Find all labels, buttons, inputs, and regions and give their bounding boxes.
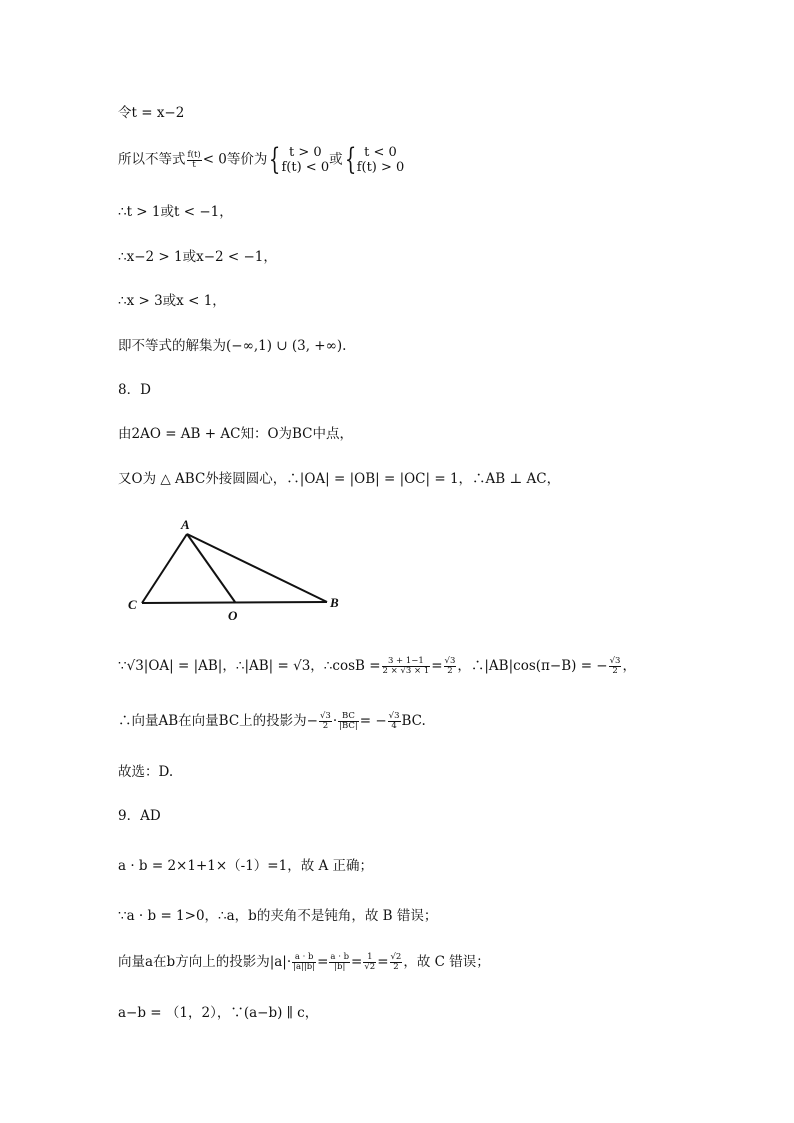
denominator: |a||b| (293, 962, 316, 972)
case-row: f(t) > 0 (356, 160, 405, 175)
fraction (187, 151, 202, 170)
denominator: 2 (322, 721, 329, 731)
line-solution-set: 即不等式的解集为(−∞,1) ∪ (3, +∞). (118, 338, 347, 354)
text: = − (359, 713, 387, 729)
text: = (431, 658, 443, 674)
text: ∵√3|OA| = |AB|，∴|AB| = √3，∴cosB = (118, 658, 381, 674)
text: < 0等价为 (202, 151, 268, 168)
denominator: 2 (612, 666, 618, 676)
left-brace: { (344, 142, 356, 177)
text: 向量a在b方向上的投影为|a|· (118, 954, 292, 970)
numerator: a · b (330, 952, 350, 962)
text: · (332, 713, 338, 729)
denominator: 4 (391, 721, 397, 731)
line-vector-midpoint: 由2AO = AB + AC知：O为BC中点， (118, 426, 354, 442)
case-row: f(t) < 0 (281, 160, 330, 175)
numerator: √3 (609, 656, 621, 666)
case-row: t > 0 (288, 145, 322, 160)
line-t-range: ∴t > 1或t < −1， (118, 204, 233, 220)
numerator: f(t) (187, 149, 201, 160)
left-brace: { (269, 142, 281, 177)
text: 或 (329, 151, 343, 168)
line-vector-difference: a−b = （1，2），∵(a−b) ∥ c， (118, 1005, 319, 1021)
numerator: √3 (319, 711, 331, 721)
label-a: A (181, 517, 190, 532)
line-angle-check: ∵a · b = 1>0，∴a，b的夹角不是钝角，故 B 错误； (118, 908, 438, 924)
text: = (377, 954, 389, 970)
text: = (317, 954, 329, 970)
text: BC. (401, 713, 426, 729)
numerator: √3 (388, 711, 400, 721)
numerator: a · b (292, 953, 316, 963)
label-o: O (228, 608, 238, 623)
text: ， (622, 658, 636, 674)
side-ab (187, 534, 327, 602)
text: ∴向量AB在向量BC上的投影为− (118, 713, 318, 729)
fraction (444, 657, 457, 676)
text: ，故 C 错误； (403, 954, 490, 970)
numerator: BC (338, 712, 359, 722)
denominator: |BC| (339, 721, 358, 731)
denominator: 2 × √3 × 1 (382, 666, 430, 676)
text: 所以不等式 (118, 151, 186, 168)
fraction (388, 712, 401, 731)
case-row: t < 0 (364, 145, 397, 160)
line-projection (118, 712, 426, 731)
line-cosb (118, 657, 636, 676)
question-9-answer: 9．AD (118, 808, 161, 824)
fraction (382, 657, 431, 676)
line-let-t: 令t = x−2 (118, 105, 185, 121)
numerator: 3 + 1−1 (382, 657, 431, 667)
fraction (609, 657, 622, 676)
denominator: 2 (393, 962, 399, 972)
denominator: 2 (447, 666, 453, 676)
line-x-minus-2-range: ∴x−2 > 1或x−2 < −1， (118, 249, 277, 265)
label-c: C (128, 597, 137, 612)
case-block-1 (282, 145, 330, 175)
line-choose-d: 故选：D. (118, 764, 174, 780)
segment-ao (187, 534, 235, 602)
triangle-figure (118, 510, 358, 625)
numerator: √2 (390, 952, 402, 962)
line-x-range: ∴x > 3或x < 1， (118, 293, 226, 309)
fraction (292, 953, 316, 972)
denominator: t (192, 159, 196, 170)
fraction (329, 953, 350, 972)
text: ，∴|AB|cos(π−B) = − (457, 658, 608, 674)
denominator: |b| (334, 962, 346, 972)
line-circumcenter: 又O为 △ ABC外接圆圆心，∴|OA| = |OB| = |OC| = 1，∴AB ⊥ AC， (118, 471, 561, 487)
numerator: √3 (444, 656, 456, 666)
fraction (338, 712, 359, 731)
line-projection-a-on-b (118, 953, 490, 972)
fraction (363, 953, 376, 972)
case-block-2 (357, 145, 405, 175)
fraction (390, 953, 403, 972)
question-8-answer: 8．D (118, 382, 151, 398)
fraction (319, 712, 332, 731)
numerator: 1 (363, 953, 376, 963)
triangle-lines (142, 534, 327, 603)
label-b: B (330, 595, 339, 610)
denominator: √2 (364, 962, 376, 972)
text: = (351, 954, 363, 970)
line-inequality-equivalence (118, 142, 405, 177)
line-dot-product: a · b = 2×1+1×（-1）=1，故 A 正确； (118, 858, 374, 874)
side-ac (142, 534, 187, 603)
